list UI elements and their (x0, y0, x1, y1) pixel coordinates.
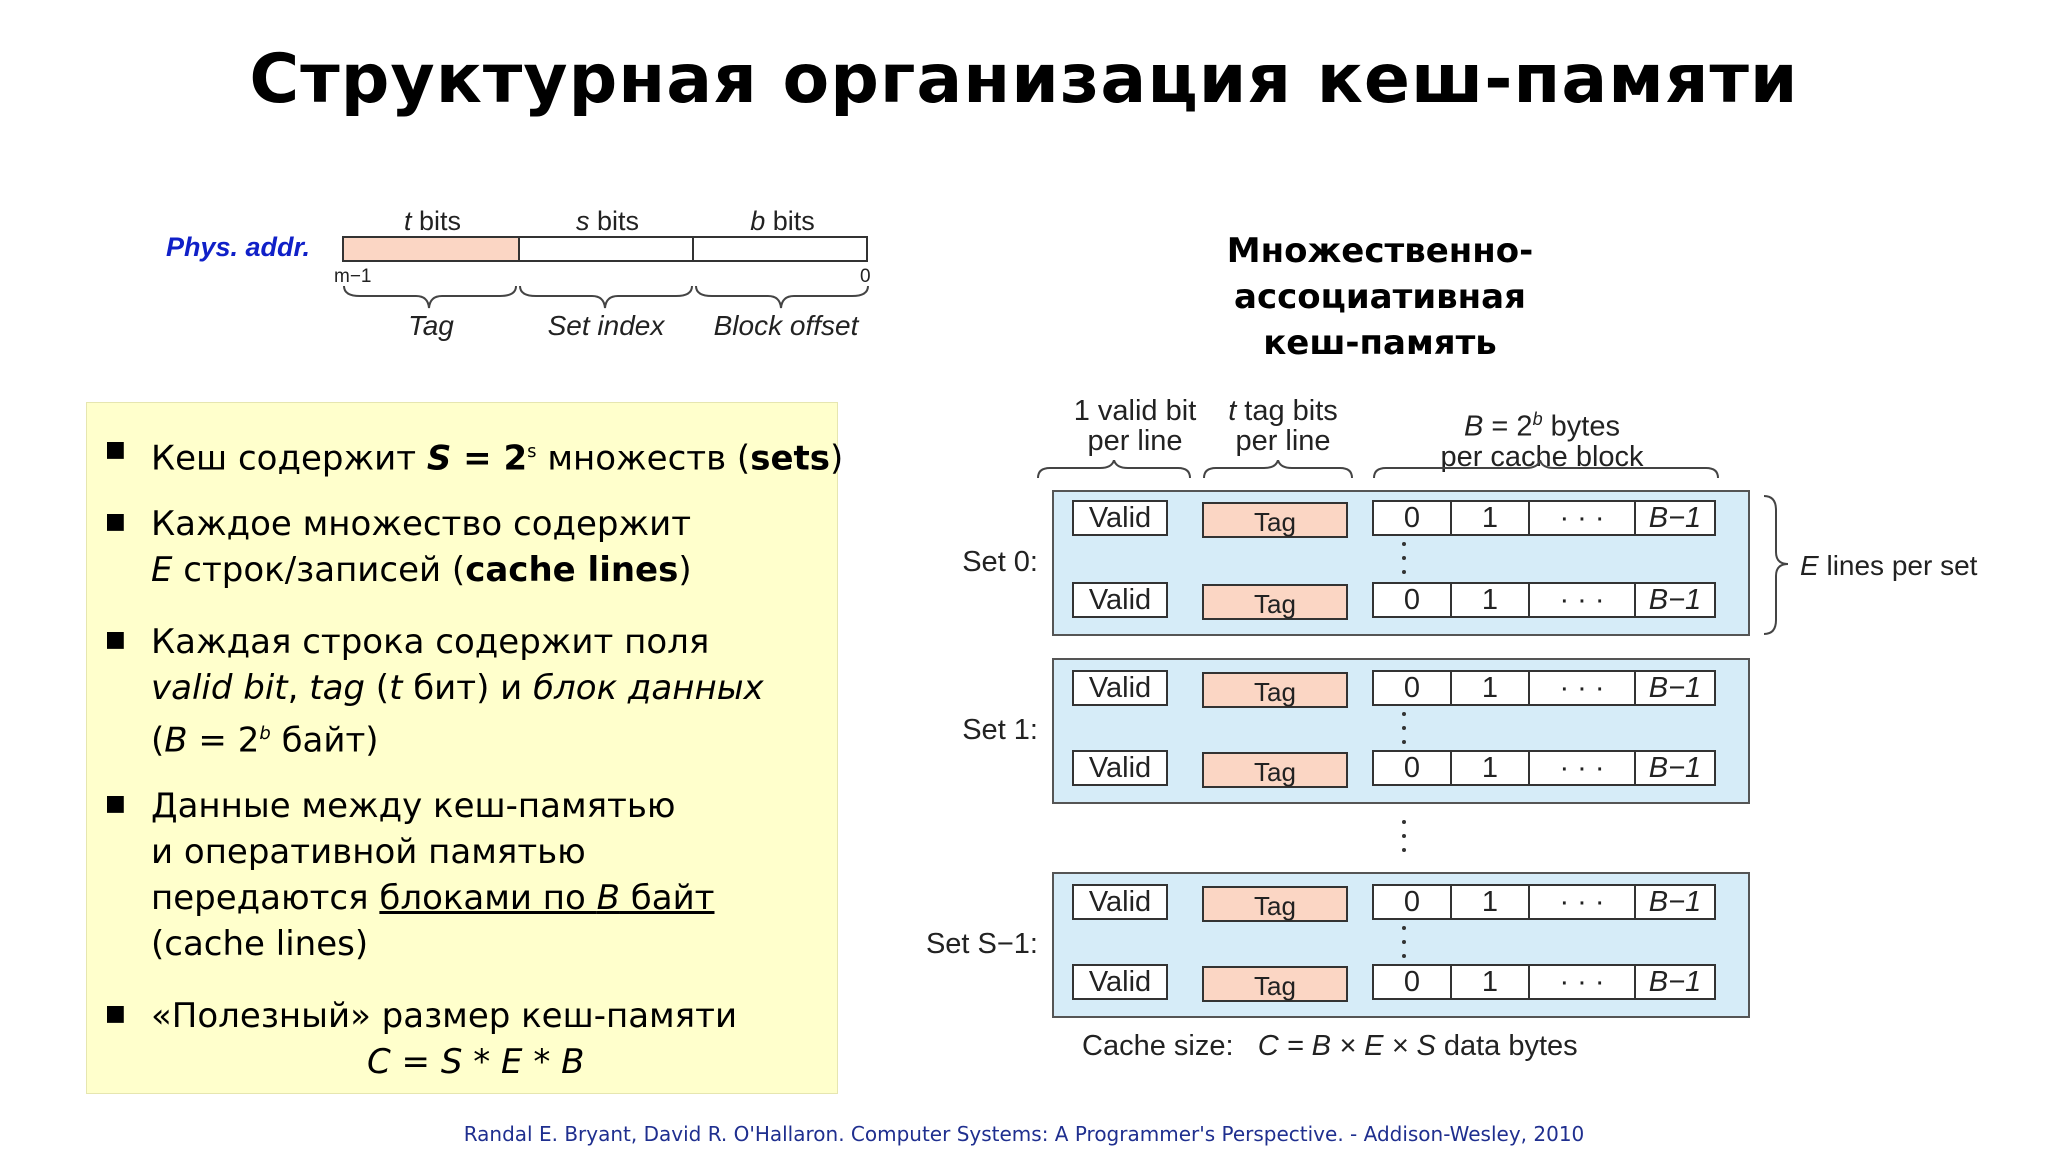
addr-tag-field (342, 236, 520, 262)
block-byte-0: 0 (1372, 884, 1452, 920)
set-associative-heading: Множественно-ассоциативная кеш-память (1226, 231, 1534, 363)
tag-cell: Tag (1202, 672, 1348, 708)
block-brace (696, 286, 868, 308)
block-byte-last: B−1 (1634, 964, 1716, 1000)
tag-bits-header: t tag bits per line (1228, 395, 1338, 457)
block-bytes-dots: · · · (1528, 750, 1636, 786)
block-byte-0: 0 (1372, 582, 1452, 618)
valid-cell: Valid (1072, 582, 1168, 618)
low-bit-label: 0 (860, 266, 871, 287)
block-byte-last: B−1 (1634, 582, 1716, 618)
bullet-marker: ■ (105, 509, 126, 534)
bullet-sets: Кеш содержит $S = 2^s$ множеств (sets) (151, 438, 844, 479)
block-byte-1: 1 (1450, 750, 1530, 786)
block-byte-1: 1 (1450, 964, 1530, 1000)
bullet-marker: ■ (105, 437, 126, 462)
block-bytes-dots: · · · (1528, 500, 1636, 536)
block-byte-last: B−1 (1634, 670, 1716, 706)
bullet-marker: ■ (105, 791, 126, 816)
valid-bit-header: 1 valid bit per line (1073, 395, 1197, 457)
bullet-transfer: Данные между кеш-памятью и оперативной памятью передаются блоками по B байт (cache lines) (151, 786, 715, 964)
valid-cell: Valid (1072, 500, 1168, 536)
valid-cell: Valid (1072, 750, 1168, 786)
addr-braces (340, 284, 872, 312)
bullet-marker: ■ (105, 627, 126, 652)
cache-size-line: Cache size: C = B × E × S data bytes (1082, 1030, 1578, 1062)
tag-cell: Tag (1202, 966, 1348, 1002)
bullet-panel (86, 402, 844, 1094)
tag-cell: Tag (1202, 886, 1348, 922)
lines-per-set-brace (1762, 494, 1794, 636)
tag-header-brace (1204, 460, 1352, 478)
block-byte-1: 1 (1450, 670, 1530, 706)
block-byte-0: 0 (1372, 750, 1452, 786)
block-byte-last: B−1 (1634, 884, 1716, 920)
block-bytes-header: $B = 2^b$ bytes per cache block (1440, 409, 1644, 473)
tag-cell: Tag (1202, 752, 1348, 788)
block-byte-0: 0 (1372, 500, 1452, 536)
bullet-marker: ■ (105, 1001, 126, 1026)
set-bits-label: s bits (575, 206, 640, 236)
line-dots (1402, 712, 1406, 754)
tag-bits-label: t bits (403, 206, 462, 236)
cache-size-formula: C = S * E * B (367, 1042, 585, 1082)
high-bit-label: m−1 (334, 266, 372, 287)
phys-addr-label: Phys. addr. (166, 232, 311, 262)
set-brace (520, 286, 692, 308)
block-byte-1: 1 (1450, 500, 1530, 536)
block-offset-field-name: Block offset (713, 310, 859, 341)
block-bytes-dots: · · · (1528, 582, 1636, 618)
valid-cell: Valid (1072, 670, 1168, 706)
block-bytes-dots: · · · (1528, 964, 1636, 1000)
tag-field-name: Tag (408, 310, 454, 341)
block-byte-1: 1 (1450, 884, 1530, 920)
block-bytes-dots: · · · (1528, 670, 1636, 706)
valid-header-brace (1038, 460, 1190, 478)
tag-brace (344, 286, 516, 308)
block-byte-1: 1 (1450, 582, 1530, 618)
block-byte-last: B−1 (1634, 500, 1716, 536)
set-1-label: Set 1: (962, 714, 1038, 746)
block-bits-label: b bits (750, 206, 815, 236)
valid-cell: Valid (1072, 964, 1168, 1000)
header-braces (1036, 460, 1726, 482)
bullet-fields: Каждая строка содержит поля valid bit, tag (t бит) и блок данных ($B = 2^b$ байт) (151, 622, 764, 761)
valid-cell: Valid (1072, 884, 1168, 920)
sets-dots (1402, 820, 1406, 862)
bullet-cache-size: «Полезный» размер кеш-памяти C = S * E * B (151, 993, 737, 1085)
block-byte-0: 0 (1372, 670, 1452, 706)
block-byte-0: 0 (1372, 964, 1452, 1000)
set-index-field-name: Set index (547, 310, 665, 341)
tag-cell: Tag (1202, 502, 1348, 538)
citation: Randal E. Bryant, David R. O'Hallaron. Computer Systems: A Programmer's Perspective. - Addison-Wesley, 2010 (463, 1122, 1585, 1146)
line-dots (1402, 926, 1406, 968)
slide-title: Структурная организация кеш-памяти (249, 40, 1799, 119)
line-dots (1402, 542, 1406, 584)
tag-cell: Tag (1202, 584, 1348, 620)
set-0-label: Set 0: (962, 546, 1038, 578)
block-byte-last: B−1 (1634, 750, 1716, 786)
lines-per-set-label: E lines per set (1800, 550, 1978, 581)
block-header-brace (1374, 460, 1718, 478)
bullet-lines: Каждое множество содержит E строк/записей (cache lines) (151, 504, 692, 590)
set-last-label: Set S−1: (925, 928, 1038, 960)
block-bytes-dots: · · · (1528, 884, 1636, 920)
addr-set-field (518, 236, 694, 262)
addr-block-field (692, 236, 868, 262)
